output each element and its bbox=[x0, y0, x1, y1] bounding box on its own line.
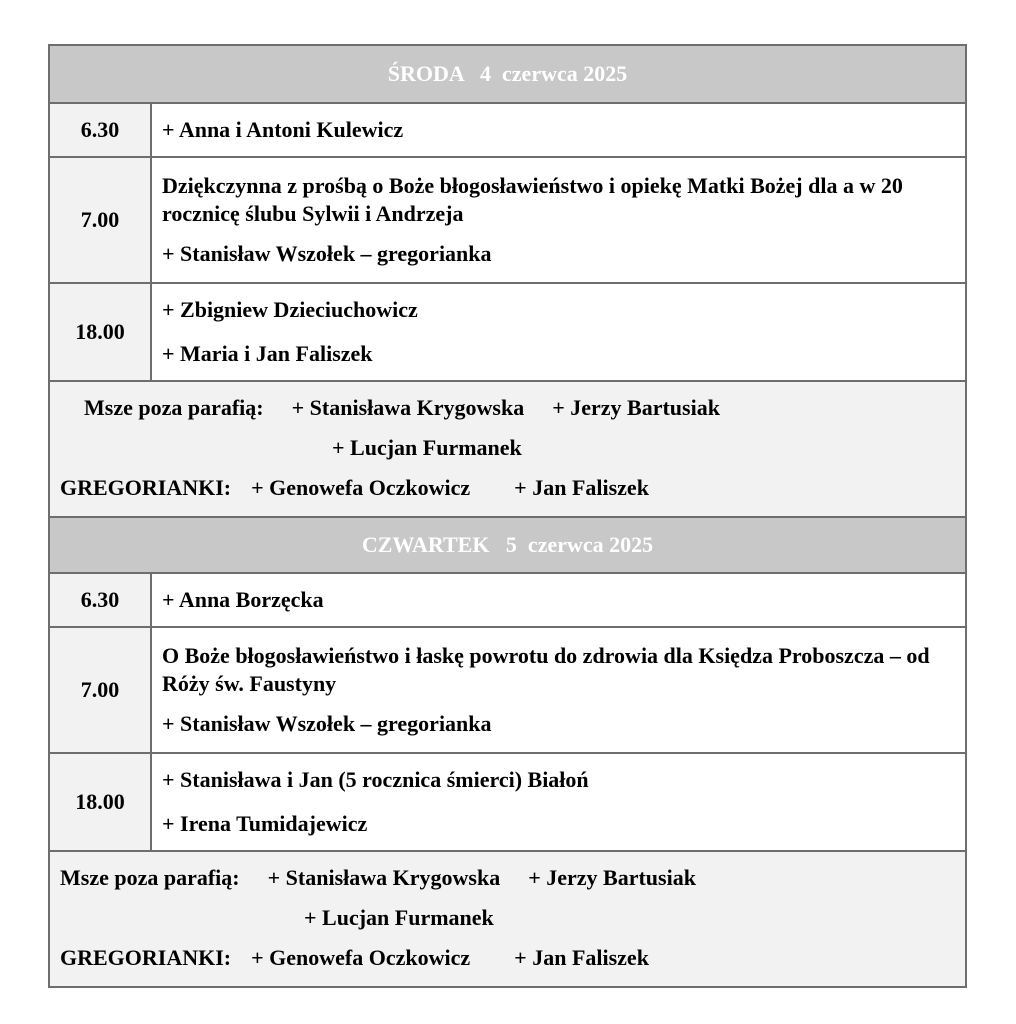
gregorian-line bbox=[60, 468, 955, 508]
outside-mass-name: + Lucjan Furmanek bbox=[304, 905, 494, 930]
mass-intentions bbox=[152, 104, 965, 156]
mass-time: 7.00 bbox=[50, 158, 152, 282]
gregorian-name: + Jan Faliszek bbox=[514, 475, 649, 500]
day-header-text: ŚRODA 4 czerwca 2025 bbox=[387, 61, 628, 86]
mass-row bbox=[50, 156, 965, 282]
mass-row bbox=[50, 572, 965, 626]
mass-row bbox=[50, 626, 965, 752]
intention: O Boże błogosławieństwo i łaskę powrotu do zdrowia dla Księdza Proboszcza – od Róży św. Faustyny bbox=[162, 643, 930, 696]
mass-intentions bbox=[152, 754, 965, 850]
mass-schedule-table bbox=[48, 44, 967, 988]
outside-mass-name: + Lucjan Furmanek bbox=[332, 435, 522, 460]
outside-masses-label: Msze poza parafią: bbox=[60, 865, 240, 890]
intention: + Maria i Jan Faliszek bbox=[162, 341, 373, 366]
intention: + Anna Borzęcka bbox=[162, 587, 324, 612]
outside-masses-label: Msze poza parafią: bbox=[84, 395, 264, 420]
day-header-thursday bbox=[50, 516, 965, 572]
mass-time: 6.30 bbox=[50, 574, 152, 626]
intention: + Stanisław Wszołek – gregorianka bbox=[162, 711, 492, 736]
mass-time: 18.00 bbox=[50, 284, 152, 380]
mass-time: 18.00 bbox=[50, 754, 152, 850]
outside-mass-name: + Jerzy Bartusiak bbox=[528, 865, 696, 890]
additional-masses bbox=[50, 850, 965, 986]
mass-row bbox=[50, 752, 965, 850]
intention: + Anna i Antoni Kulewicz bbox=[162, 117, 404, 142]
additional-masses bbox=[50, 380, 965, 516]
mass-time: 7.00 bbox=[50, 628, 152, 752]
gregorian-name: + Genowefa Oczkowicz bbox=[251, 945, 471, 970]
gregorian-name: + Genowefa Oczkowicz bbox=[251, 475, 471, 500]
outside-mass-name: + Stanisława Krygowska bbox=[291, 395, 525, 420]
intention: Dziękczynna z prośbą o Boże błogosławieństwo i opiekę Matki Bożej dla a w 20 rocznicę ślubu Sylwii i Andrzeja bbox=[162, 173, 903, 226]
mass-time: 6.30 bbox=[50, 104, 152, 156]
outside-mass-name: + Jerzy Bartusiak bbox=[552, 395, 720, 420]
day-header-text: CZWARTEK 5 czerwca 2025 bbox=[361, 532, 654, 557]
day-header-wednesday bbox=[50, 46, 965, 102]
gregorian-label: GREGORIANKI: bbox=[60, 475, 232, 500]
intention: + Irena Tumidajewicz bbox=[162, 811, 368, 836]
intention: + Stanisława i Jan (5 rocznica śmierci) Białoń bbox=[162, 767, 589, 792]
mass-row bbox=[50, 282, 965, 380]
mass-intentions bbox=[152, 158, 965, 282]
mass-intentions bbox=[152, 574, 965, 626]
gregorian-label: GREGORIANKI: bbox=[60, 945, 232, 970]
mass-intentions bbox=[152, 628, 965, 752]
outside-masses-line bbox=[60, 388, 955, 428]
outside-masses-line bbox=[60, 858, 955, 898]
gregorian-name: + Jan Faliszek bbox=[514, 945, 649, 970]
outside-masses-line-2 bbox=[60, 428, 955, 468]
intention: + Zbigniew Dzieciuchowicz bbox=[162, 297, 418, 322]
outside-mass-name: + Stanisława Krygowska bbox=[267, 865, 501, 890]
outside-masses-line-2 bbox=[60, 898, 955, 938]
mass-intentions bbox=[152, 284, 965, 380]
gregorian-line bbox=[60, 938, 955, 978]
mass-row bbox=[50, 102, 965, 156]
intention: + Stanisław Wszołek – gregorianka bbox=[162, 241, 492, 266]
